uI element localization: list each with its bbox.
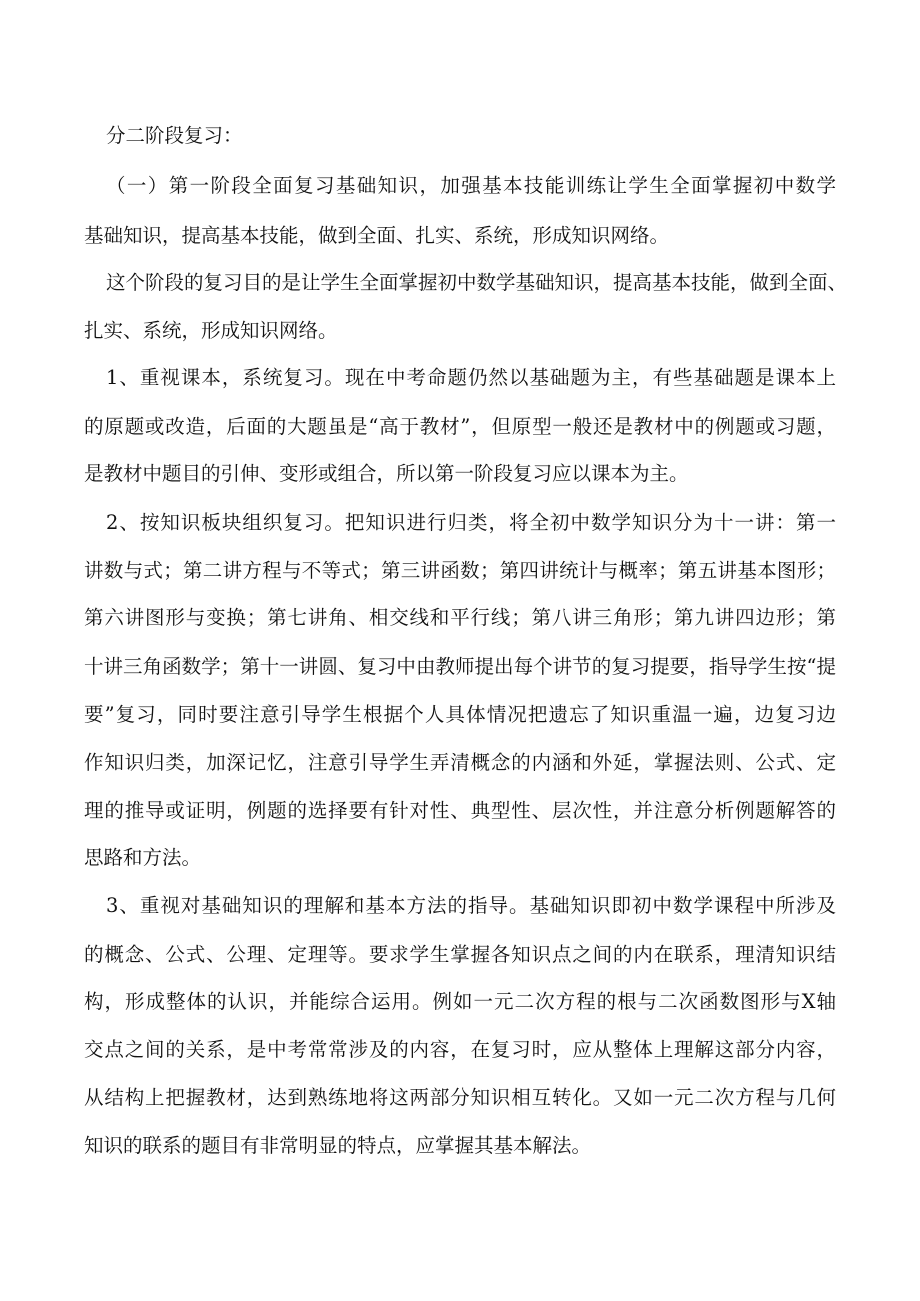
paragraph-line: 知识的联系的题目有非常明显的特点，应掌握其基本解法。	[84, 1134, 592, 1157]
paragraph-line: 作知识归类，加深记忆，注意引导学生弄清概念的内涵和外延，掌握法则、公式、定	[84, 751, 836, 774]
paragraph-line: 十讲三角函数学；第十一讲圆、复习中由教师提出每个讲节的复习提要，指导学生按“提	[84, 655, 836, 678]
paragraph-line: 第六讲图形与变换；第七讲角、相交线和平行线；第八讲三角形；第九讲四边形；第	[84, 606, 836, 629]
paragraph-line: 交点之间的关系，是中考常常涉及的内容，在复习时，应从整体上理解这部分内容，	[84, 1038, 836, 1061]
paragraph-line: 是教材中题目的引伸、变形或组合，所以第一阶段复习应以课本为主。	[84, 462, 689, 485]
paragraph-line: 理的推导或证明，例题的选择要有针对性、典型性、层次性，并注意分析例题解答的	[84, 799, 836, 822]
paragraph-line: （一）第一阶段全面复习基础知识，加强基本技能训练让学生全面掌握初中数学	[106, 174, 836, 197]
paragraph-line: 这个阶段的复习目的是让学生全面掌握初中数学基础知识，提高基本技能，做到全面、	[106, 271, 848, 294]
paragraph-line: 2、按知识板块组织复习。把知识进行归类，将全初中数学知识分为十一讲：第一	[106, 511, 836, 534]
paragraph-line: 1、重视课本，系统复习。现在中考命题仍然以基础题为主，有些基础题是课本上	[106, 366, 836, 389]
paragraph-line: 从结构上把握教材，达到熟练地将这两部分知识相互转化。又如一元二次方程与几何	[84, 1086, 836, 1109]
paragraph-line: 构，形成整体的认识，并能综合运用。例如一元二次方程的根与二次函数图形与X轴	[84, 990, 836, 1013]
paragraph-line: 扎实、系统，形成知识网络。	[84, 319, 338, 342]
section-heading: 分二阶段复习：	[106, 124, 243, 147]
paragraph-line: 基础知识，提高基本技能，做到全面、扎实、系统，形成知识网络。	[84, 224, 670, 247]
paragraph-line: 要”复习，同时要注意引导学生根据个人具体情况把遗忘了知识重温一遍，边复习边	[84, 703, 836, 726]
paragraph-line: 思路和方法。	[84, 846, 202, 869]
paragraph-line: 的原题或改造，后面的大题虽是“高于教材”，但原型一般还是教材中的例题或习题，	[84, 415, 836, 438]
paragraph-line: 讲数与式；第二讲方程与不等式；第三讲函数；第四讲统计与概率；第五讲基本图形；	[84, 559, 836, 582]
paragraph-line: 的概念、公式、公理、定理等。要求学生掌握各知识点之间的内在联系，理清知识结	[84, 943, 836, 966]
paragraph-line: 3、重视对基础知识的理解和基本方法的指导。基础知识即初中数学课程中所涉及	[106, 894, 836, 917]
